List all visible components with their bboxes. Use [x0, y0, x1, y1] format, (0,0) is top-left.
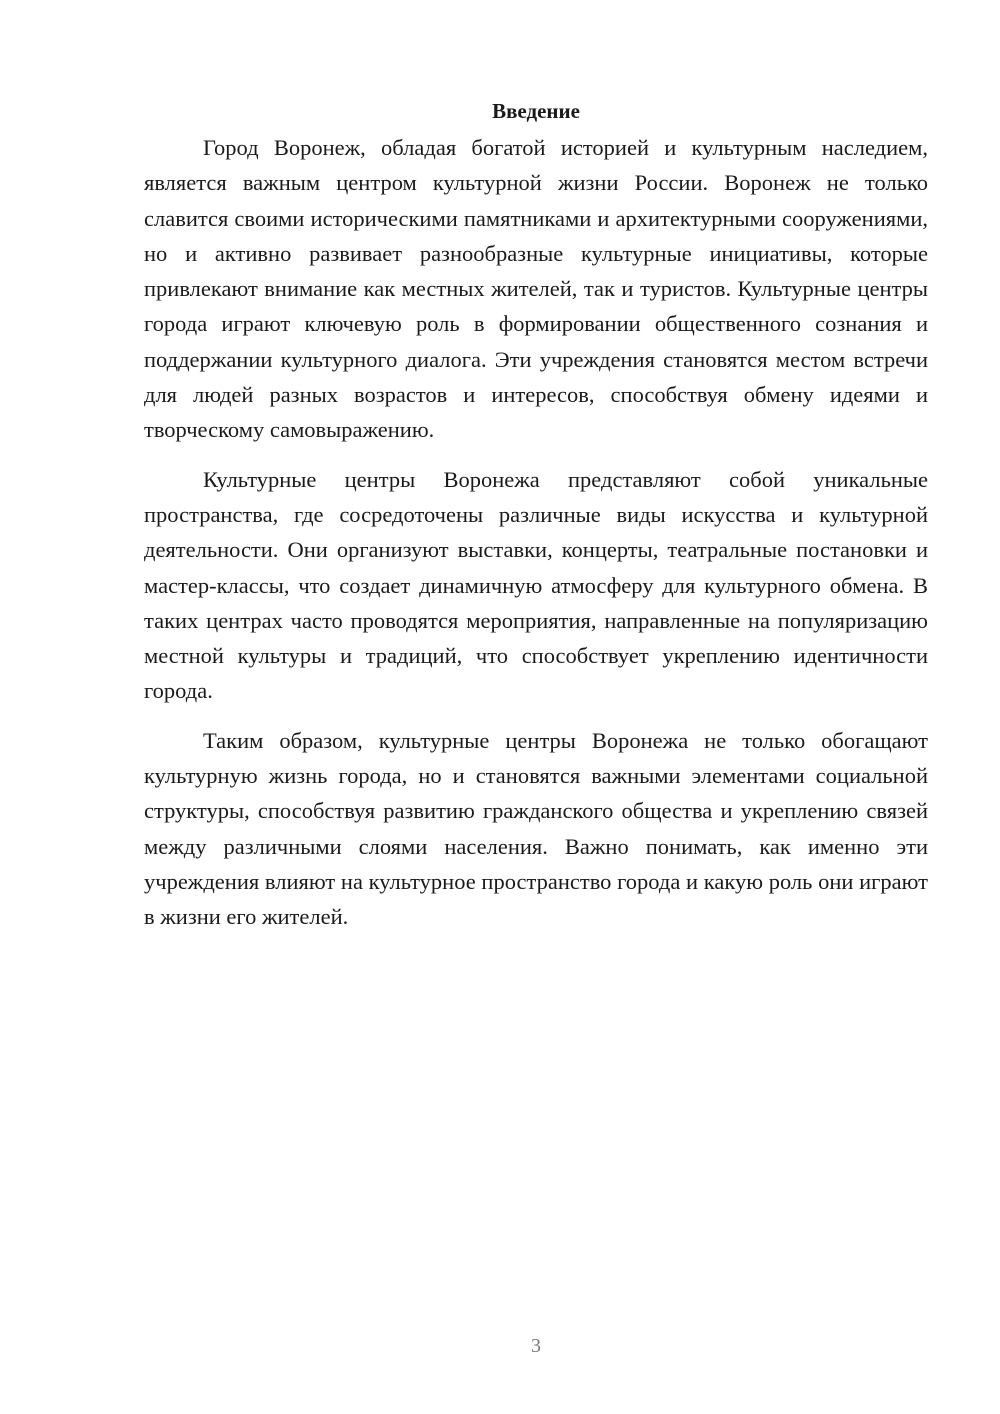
paragraph-3: Таким образом, культурные центры Воронежа не только обогащают культурную жизнь города, но и становятся важными элементами социальной структуры, способствуя развитию гражданского общества и укреплению связей между различными слоями населения. Важно понимать, как именно эти учреждения влияют на культурное пространство города и какую роль они играют в жизни его жителей.	[144, 727, 928, 930]
paragraph-1: Город Воронеж, обладая богатой историей и культурным наследием, является важным центром культурной жизни России. Воронеж не только славится своими историческими памятниками и архитектурными сооружениями, но и активно развивает разнообразные культурные инициативы, которые привлекают внимание как местных жителей, так и туристов. Культурные центры города играют ключевую роль в формировании общественного сознания и поддержании культурного диалога. Эти учреждения становятся местом встречи для людей разных возрастов и интересов, способствуя обмену идеями и творческому самовыражению.	[144, 135, 928, 443]
section-heading: Введение	[492, 99, 580, 123]
page-number: 3	[531, 1335, 541, 1357]
page-content	[144, 96, 928, 935]
paragraph-2: Культурные центры Воронежа представляют собой уникальные пространства, где сосредоточены различные виды искусства и культурной деятельности. Они организуют выставки, концерты, театральные постановки и мастер-классы, что создает динамичную атмосферу для культурного обмена. В таких центрах часто проводятся мероприятия, направленные на популяризацию местной культуры и традиций, что способствует укреплению идентичности города.	[144, 466, 928, 704]
